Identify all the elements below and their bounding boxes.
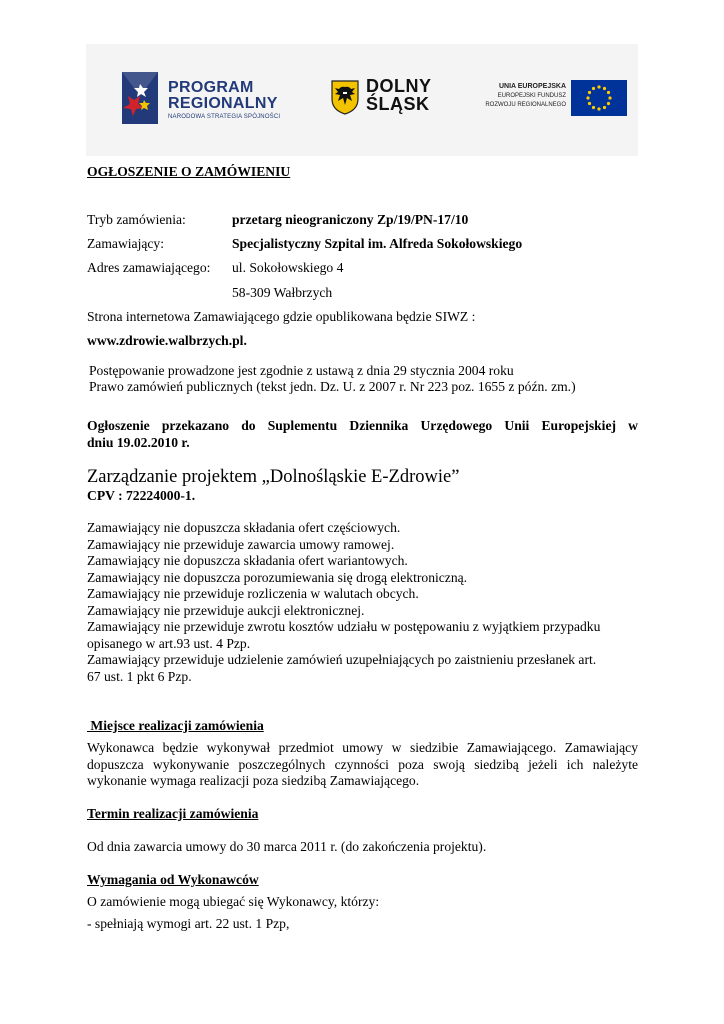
condition-item: Zamawiający nie dopuszcza składania ofert wariantowych. xyxy=(87,553,408,568)
condition-item: Zamawiający nie dopuszcza porozumiewania się drogą elektroniczną. xyxy=(87,569,468,585)
adres-line2: 58-309 Wałbrzych xyxy=(232,285,333,300)
condition-item: Zamawiający nie dopuszcza składania ofert częściowych. xyxy=(87,520,401,535)
website-url: www.zdrowie.walbrzych.pl. xyxy=(87,333,247,348)
program-regionalny-line2: REGIONALNY xyxy=(168,95,278,112)
program-regionalny-line3: NARODOWA STRATEGIA SPÓJNOŚCI xyxy=(168,114,281,120)
miejsce-paragraph xyxy=(87,740,638,790)
condition-item: Zamawiający nie przewiduje zwrotu kosztów udziału w postępowaniu z wyjątkiem przypadku xyxy=(87,619,601,634)
project-title: Zarządzanie projektem „Dolnośląskie E-Zdrowie” xyxy=(87,467,460,487)
ogloszenie-line2: dniu 19.02.2010 r. xyxy=(87,434,190,450)
tryb-label: Tryb zamówienia: xyxy=(87,212,186,227)
termin-heading: Termin realizacji zamówienia xyxy=(87,806,259,821)
conditions-list xyxy=(87,520,638,685)
dolny-slask-logo xyxy=(330,77,450,121)
postepowanie-line2: Prawo zamówień publicznych (tekst jedn. Dz. U. z 2007 r. Nr 223 poz. 1655 z późn. zm.) xyxy=(89,379,576,394)
ogloszenie-paragraph xyxy=(87,418,638,451)
program-regionalny-line1: PROGRAM xyxy=(168,79,254,96)
postepowanie-line1: Postępowanie prowadzone jest zgodnie z ustawą z dnia 29 stycznia 2004 roku xyxy=(89,363,514,378)
ue-line3: ROZWOJU REGIONALNEGO xyxy=(485,102,566,108)
cpv-code: CPV : 72224000-1. xyxy=(87,488,196,503)
wymagania-line1: O zamówienie mogą ubiegać się Wykonawcy, którzy: xyxy=(87,894,380,909)
unia-europejska-logo xyxy=(474,80,634,120)
condition-item: Zamawiający nie przewiduje zawarcia umowy ramowej. xyxy=(87,536,395,552)
wymagania-heading: Wymagania od Wykonawców xyxy=(87,872,259,887)
adres-label: Adres zamawiającego: xyxy=(87,260,211,275)
termin-text: Od dnia zawarcia umowy do 30 marca 2011 r. (do zakończenia projektu). xyxy=(87,839,487,854)
adres-line1: ul. Sokołowskiego 4 xyxy=(232,260,344,275)
miejsce-line1: Wykonawca będzie wykonywał przedmiot umowy w siedzibie Zamawiającego. Zamawiający xyxy=(87,740,638,755)
ogloszenie-line1: Ogłoszenie przekazano do Suplementu Dziennika Urzędowego Unii Europejskiej w xyxy=(87,418,638,433)
miejsce-heading: Miejsce realizacji zamówienia xyxy=(87,718,264,733)
condition-item: Zamawiający przewiduje udzielenie zamówień uzupełniających po zaistnieniu przesłanek art. xyxy=(87,652,597,667)
strona-internetowa-line: Strona internetowa Zamawiającego gdzie opublikowana będzie SIWZ : xyxy=(87,309,476,324)
tryb-value: przetarg nieograniczony Zp/19/PN-17/10 xyxy=(232,212,469,227)
wymagania-line2: - spełniają wymogi art. 22 ust. 1 Pzp, xyxy=(87,916,290,931)
ue-line1: UNIA EUROPEJSKA xyxy=(498,83,566,90)
miejsce-line3: wykonanie wymaga realizacji poza siedzibą Zamawiającego. xyxy=(87,773,420,788)
ue-line2: EUROPEJSKI FUNDUSZ xyxy=(497,93,566,99)
condition-item: opisanego w art.93 ust. 4 Pzp. xyxy=(87,635,251,651)
zamawiajacy-label: Zamawiający: xyxy=(87,236,164,251)
condition-item: 67 ust. 1 pkt 6 Pzp. xyxy=(87,668,192,684)
eu-flag-icon xyxy=(571,80,627,116)
dolny-slask-line1: DOLNY xyxy=(366,76,432,96)
condition-item: Zamawiający nie przewiduje aukcji elektronicznej. xyxy=(87,602,365,618)
header-logos-banner xyxy=(86,44,638,156)
program-regionalny-flag-icon xyxy=(118,66,162,130)
zamawiajacy-value: Specjalistyczny Szpital im. Alfreda Sokołowskiego xyxy=(232,236,523,251)
condition-item: Zamawiający nie przewiduje rozliczenia w walutach obcych. xyxy=(87,586,419,601)
program-regionalny-logo xyxy=(118,66,318,130)
document-title: OGŁOSZENIE O ZAMÓWIENIU xyxy=(87,164,291,179)
eagle-shield-icon xyxy=(330,79,360,115)
miejsce-line2: dopuszcza wykonywanie poszczególnych czynności poza swoją siedzibą jeżeli ich należyte xyxy=(87,756,638,772)
dolny-slask-line2: ŚLĄSK xyxy=(366,94,430,114)
